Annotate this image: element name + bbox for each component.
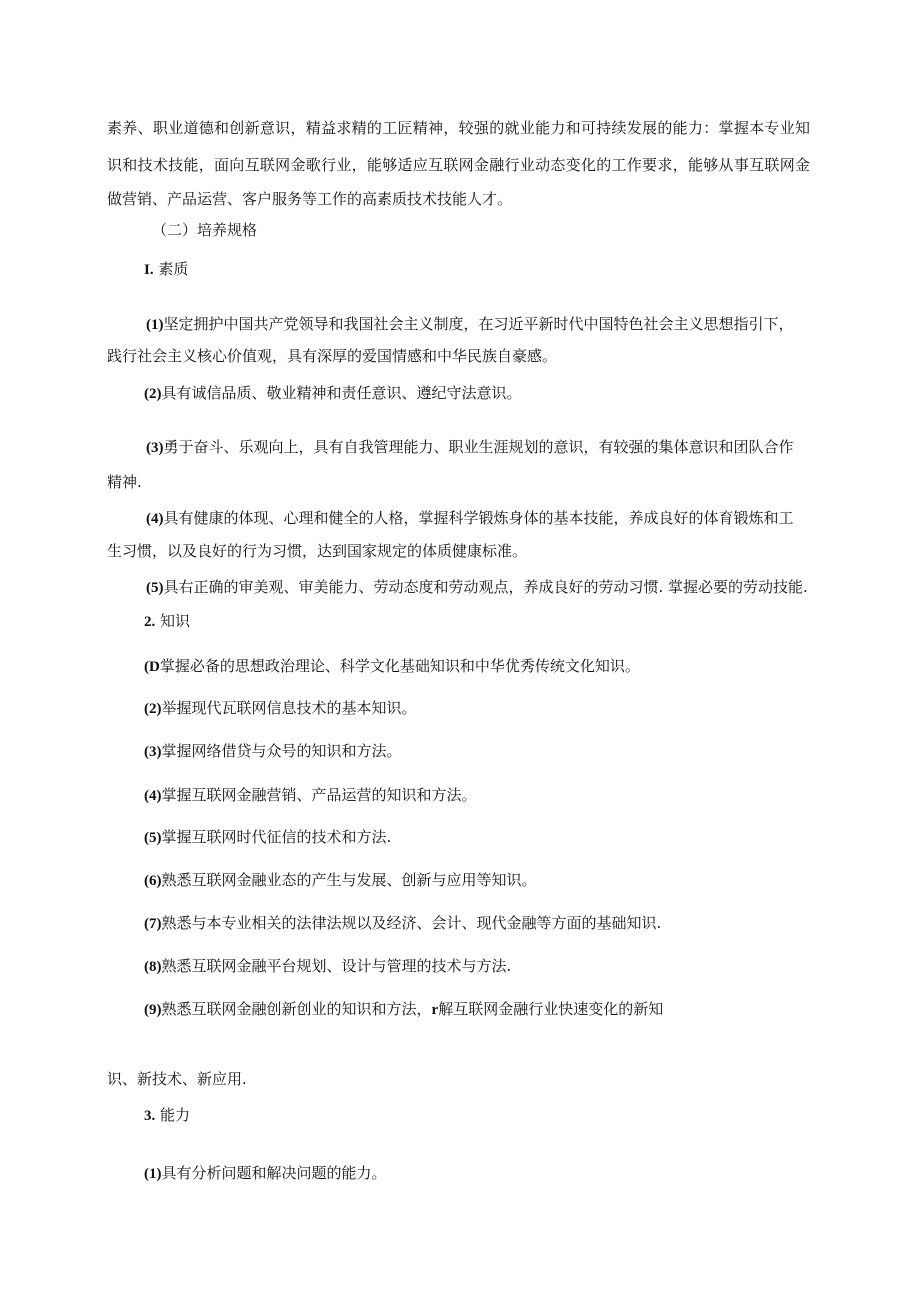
knowledge-item-8 [144, 956, 511, 977]
knowledge-item-6 [144, 870, 537, 891]
intro-line-3: 做营销、产品运营、客户服务等工作的高素质技术技能人才。 [107, 190, 513, 208]
item-number: (5) [144, 830, 162, 846]
knowledge-item-3 [144, 741, 402, 762]
item-text: 熟悉互联网金融业态的产生与发展、创新与应用等知识。 [161, 871, 537, 889]
ocr-mark: r [431, 1002, 439, 1018]
item-text: 具有诚信品质、敬业精神和责任意识、遵纪守法意识。 [161, 384, 522, 402]
item-text: 具有健康的体现、心理和健全的人格，掌握科学锻炼身体的基本技能，养成良好的体育锻炼和工 [163, 509, 794, 527]
quality-item-1-line-1 [146, 314, 794, 335]
item-number: (7) [144, 916, 162, 932]
item-number: (2) [144, 386, 162, 402]
item-number: (2) [144, 701, 162, 717]
item-text: 举握现代瓦联网信息技术的基本知识。 [161, 699, 417, 717]
item-number: (1) [144, 1166, 162, 1182]
item-number: (1) [146, 317, 164, 333]
item-text: 熟悉互联网金融平台规划、设计与管理的技术与方法. [161, 957, 512, 975]
item-text: 掌握网络借贷与众号的知识和方法。 [161, 742, 402, 760]
item-number: (9) [144, 1002, 162, 1018]
item-text: 勇于奋斗、乐观向上，具有自我管理能力、职业生涯规划的意识，有较强的集体意识和团队合作 [163, 438, 794, 456]
item-number: (3) [146, 440, 164, 456]
item-number: (3) [144, 744, 162, 760]
ability-number: 3. [144, 1108, 156, 1124]
item-text: 具有分析问题和解决问题的能力。 [161, 1164, 387, 1182]
item-text: 坚定拥护中国共产党领导和我国社会主义制度，在习近平新时代中国特色社会主义思想指引下， [163, 315, 794, 333]
knowledge-item-5 [144, 827, 391, 848]
item-number: (8) [144, 959, 162, 975]
knowledge-number: 2. [144, 614, 156, 630]
ability-title: 能力 [160, 1106, 191, 1124]
item-number: (4) [144, 788, 162, 804]
quality-number: I. [144, 262, 154, 278]
item-text: 掌握互联网金融营销、产品运营的知识和方法。 [161, 786, 477, 804]
quality-item-3-line-1 [146, 437, 794, 458]
item-text: 具右正确的审美观、审美能力、劳动态度和劳动观点，养成良好的劳动习惯. 掌握必要的劳动技能. [163, 578, 808, 596]
knowledge-item-9-line-1 [144, 999, 663, 1020]
ability-item-1 [144, 1163, 387, 1184]
quality-title: 素质 [158, 260, 189, 278]
knowledge-item-1 [144, 656, 640, 677]
item-number: (6) [144, 873, 162, 889]
quality-item-5 [146, 577, 808, 598]
quality-item-3-line-2: 精神. [107, 473, 142, 491]
quality-item-4-line-1 [146, 508, 794, 529]
knowledge-item-7 [144, 913, 661, 934]
quality-heading [144, 259, 188, 280]
intro-line-1: 素养、职业道德和创新意识，精益求精的工匠精神，较强的就业能力和可持续发展的能力：掌握本专业知 [107, 119, 810, 137]
quality-item-2 [144, 383, 522, 404]
item-number: (4) [146, 511, 164, 527]
knowledge-item-4 [144, 785, 477, 806]
item-number: (5) [146, 580, 164, 596]
item-number: (D [144, 659, 160, 675]
item-text: 熟悉与本专业相关的法律法规以及经济、会计、现代金融等方面的基础知识. [161, 914, 662, 932]
knowledge-item-9-line-2: 识、新技术、新应用. [107, 1070, 247, 1088]
knowledge-title: 知识 [160, 612, 191, 630]
item-text-continued: 解互联网金融行业快速变化的新知 [438, 1000, 664, 1018]
quality-item-1-line-2: 践行社会主义核心价值观，具有深厚的爱国情感和中华民族自豪感。 [107, 347, 558, 365]
quality-item-4-line-2: 生习惯，以及良好的行为习惯，达到国家规定的体质健康标准。 [107, 542, 528, 560]
item-text: 掌握必备的思想政治理论、科学文化基础知识和中华优秀传统文化知识。 [159, 657, 640, 675]
item-text: 熟悉互联网金融创新创业的知识和方法， [161, 1000, 432, 1018]
intro-line-2: 识和技术技能，面向互联网金歌行业，能够适应互联网金融行业动态变化的工作要求，能够从事互联网金 [107, 156, 810, 174]
knowledge-item-2 [144, 698, 417, 719]
spec-heading: （二）培养规格 [152, 221, 258, 239]
item-text: 掌握互联网时代征信的技术和方法. [161, 828, 392, 846]
ability-heading [144, 1105, 190, 1126]
knowledge-heading [144, 611, 190, 632]
